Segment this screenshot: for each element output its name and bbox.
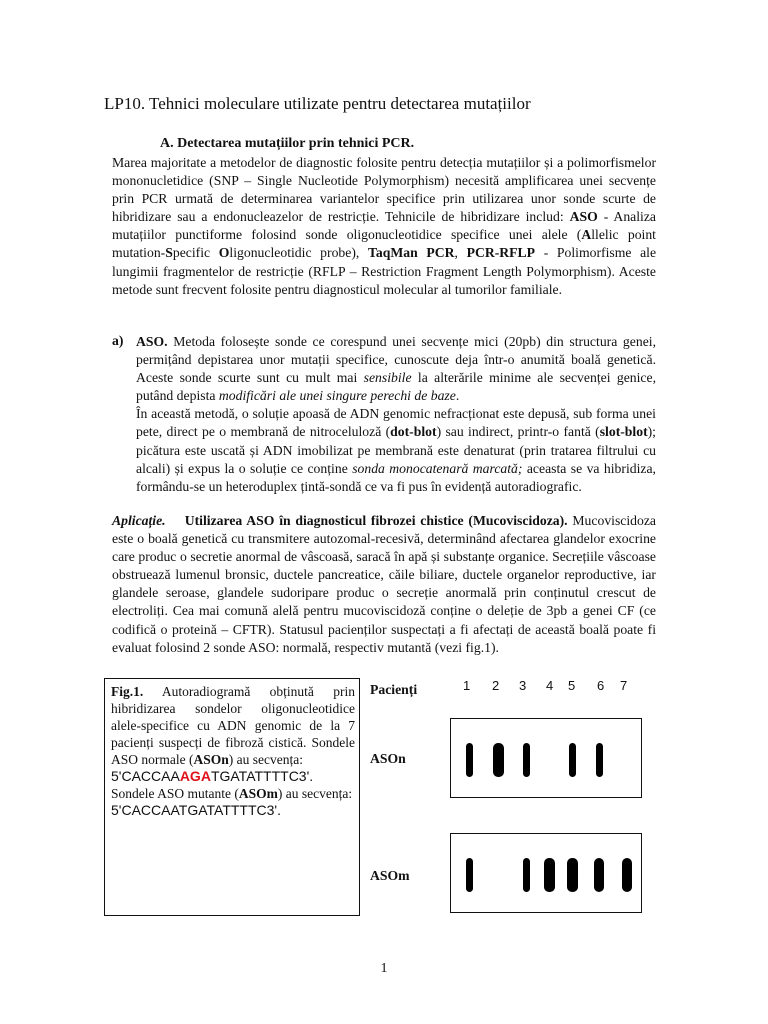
- patients-label: Pacienți: [370, 682, 418, 697]
- ason-band-patient-5: [569, 743, 576, 777]
- ason-band-patient-2: [493, 743, 504, 777]
- mutant-probe-sequence: 5'CACCAATGATATTTTC3'.: [111, 802, 281, 818]
- patient-number: 7: [620, 678, 628, 693]
- patient-number: 3: [519, 678, 527, 693]
- ason-blot-membrane: [450, 718, 642, 798]
- patient-number: 4: [546, 678, 554, 693]
- normal-probe-sequence: 5'CACCAAAGATGATATTTTC3'.: [111, 768, 314, 784]
- patient-number: 6: [597, 678, 605, 693]
- patient-number: 5: [568, 678, 576, 693]
- figure-caption-box: [104, 678, 360, 916]
- asom-band-patient-4: [544, 858, 555, 892]
- asom-label: ASOm: [370, 868, 410, 883]
- figure-caption: Fig.1. Autoradiogramă obținută prin hibridizarea sondelor oligonucleotidice alele-specifice cu ADN genomic de la 7 pacienți suspecți de fibroză cistică. Sondele ASO normale (ASOn) au secvența: 5'CACCAAAGATGATATTTTC3'. Sondele ASO mutante (ASOm) au secvența: 5'CACCAATGATATTTTC3'.: [111, 684, 355, 818]
- section-heading: A. Detectarea mutațiilor prin tehnici PCR.: [160, 136, 415, 151]
- ason-band-patient-1: [466, 743, 473, 777]
- ason-band-patient-3: [523, 743, 530, 777]
- ason-label: ASOn: [370, 751, 406, 766]
- asom-band-patient-5: [567, 858, 578, 892]
- page-title: LP10. Tehnici moleculare utilizate pentru detectarea mutațiilor: [104, 94, 531, 113]
- asom-band-patient-3: [523, 858, 530, 892]
- patient-numbers: [452, 678, 642, 696]
- application-paragraph: Aplicație. Utilizarea ASO în diagnosticul fibrozei chistice (Mucoviscidoza). Mucoviscidoza este o boală genetică cu transmitere autozomal-recesivă, determinând afectarea glandelor exocrine care produc o secretie anormal de vâscoasă, saracă în apă și substanțe organice. Secrețiile vâscoase obstruează lumenul bronsic, ductele pancreatice, căile biliare, ductele organelor reproductive, iar glandele seroase, glandele sudoripare produc o secreție anormală prin conținutul crescut de electroliți. Cea mai comună alelă pentru mucoviscidoză conține o deleție de 3pb a genei CF (ce codifică o proteină – CFTR). Statusul pacienților suspectați a fi afectați de această boală poate fi evaluat folosind 2 sonde ASO: normală, respectiv mutantă (vezi fig.1).: [112, 513, 657, 655]
- patient-number: 2: [492, 678, 500, 693]
- asom-blot-membrane: [450, 833, 642, 913]
- page-number: 1: [380, 961, 388, 976]
- ason-band-patient-6: [596, 743, 603, 777]
- aso-paragraph: ASO. Metoda folosește sonde ce corespund unei secvențe mici (20pb) din structura genei, permițând depistarea unor mutații specifice, cunoscute deja într-o anumită boală genetică. Aceste sonde scurte sunt cu mult mai sensibile la alterările minime ale secvenței genice, putând depista modificări ale unei singure perechi de baze. În această metodă, o soluție apoasă de ADN genomic nefracționat este depusă, sub forma unei pete, direct pe o membrană de nitroceluloză (dot-blot) sau indirect, printr-o fantă (slot-blot); picătura este uscată și ADN imobilizat pe membrană este denaturat (prin tratarea filtrului cu alcali) și expus la o soluție ce conține sonda monocatenară marcată; aceasta se va hibridiza, formându-se un heteroduplex țintă-sondă ce va fi pus în evidență autoradiografic.: [136, 334, 656, 494]
- asom-band-patient-7: [622, 858, 632, 892]
- list-marker-a: a): [112, 333, 124, 348]
- patient-number: 1: [463, 678, 471, 693]
- asom-band-patient-1: [466, 858, 473, 892]
- asom-band-patient-6: [594, 858, 604, 892]
- intro-paragraph: Marea majoritate a metodelor de diagnostic folosite pentru detecția mutațiilor și a polimorfismelor mononucletidice (SNP – Single Nucleotide Polymorphism) necesită amplificarea unei secvențe prin PCR urmată de determinarea variantelor specifice prin utilizarea unor sonde scurte de hibridizare sau a endonucleazelor de restricție. Tehnicile de hibridizare includ: ASO - Analiza mutațiilor punctiforme folosind sonde oligonucleotidice specifice unei alele (Allelic point mutation-Specific Oligonucleotidic probe), TaqMan PCR, PCR-RFLP - Polimorfisme ale lungimii fragmentelor de restricție (RFLP – Restriction Fragment Length Polymorphism). Aceste metode sunt frecvent folosite pentru diagnosticul molecular al tumorilor familiale.: [112, 155, 657, 297]
